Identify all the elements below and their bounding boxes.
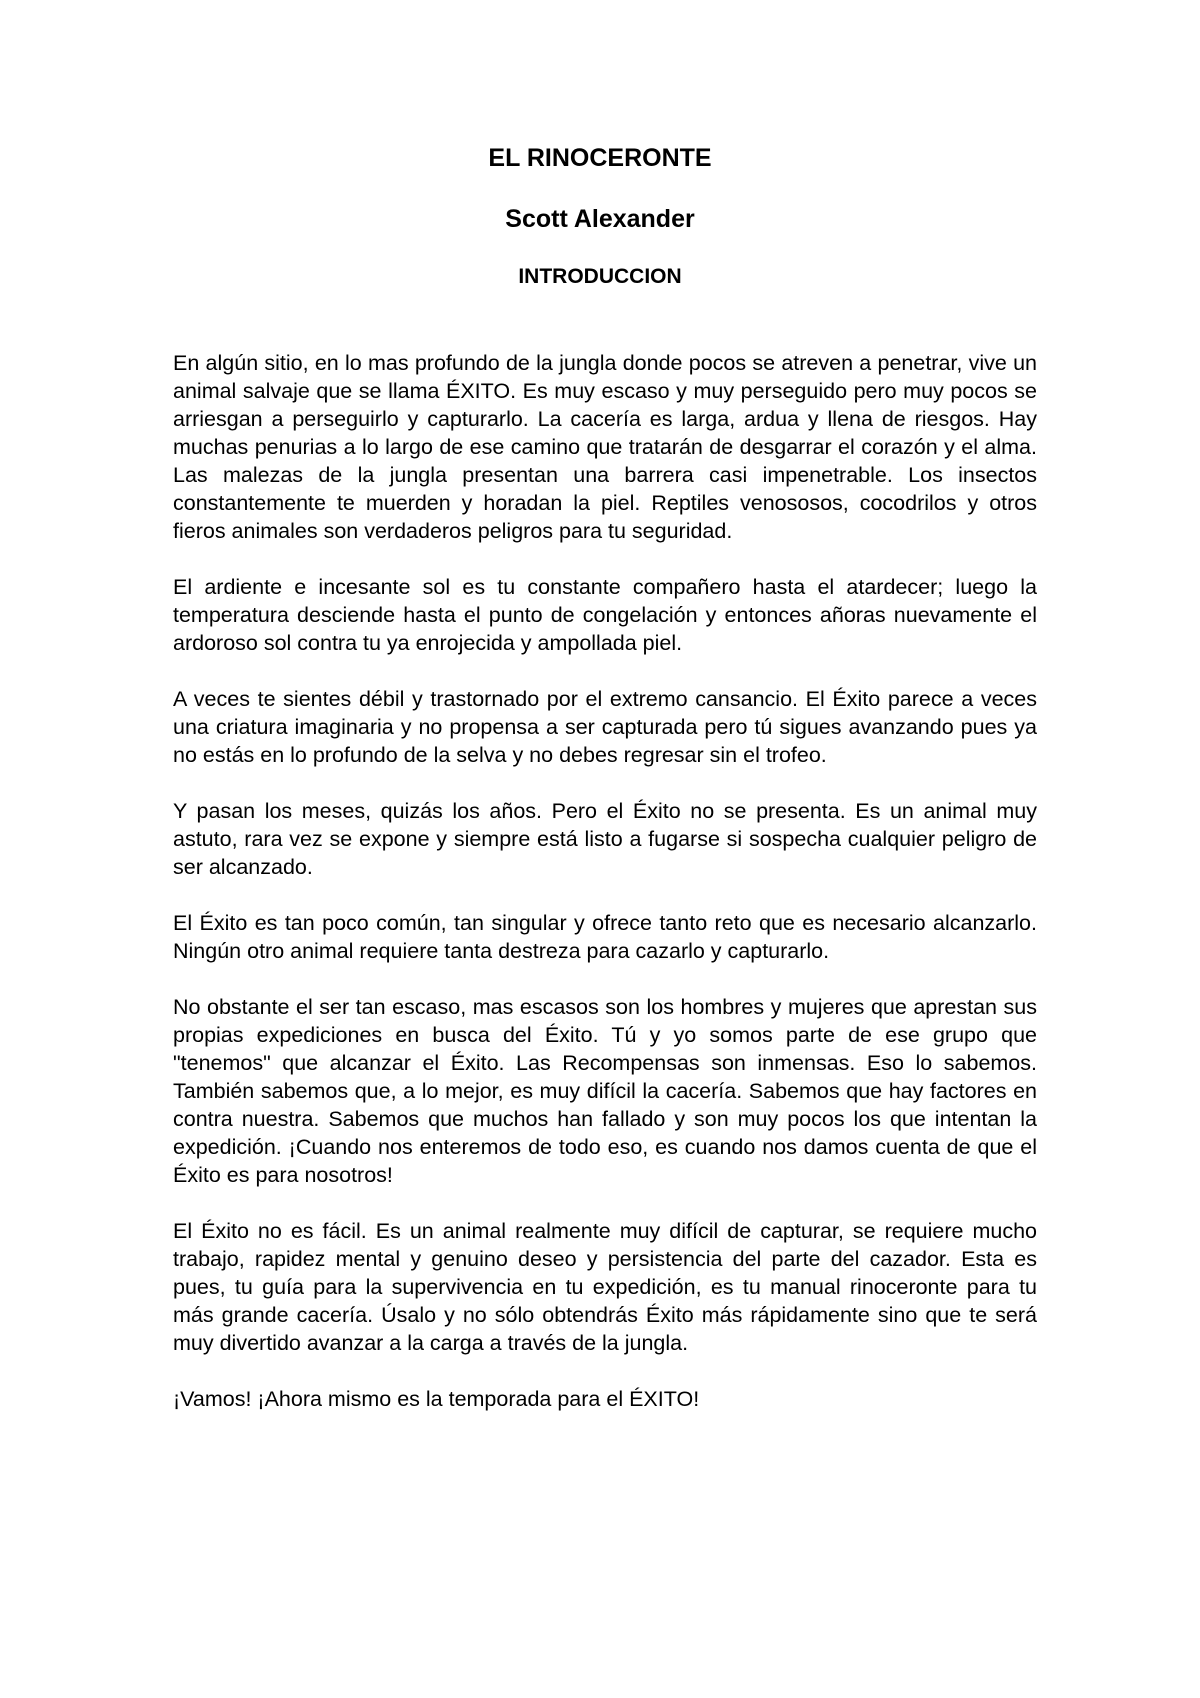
paragraph: En algún sitio, en lo mas profundo de la jungla donde pocos se atreven a penetrar, vive un animal salvaje que se llama ÉXITO. Es muy escaso y muy perseguido pero muy pocos se arriesgan a perseguirlo y capturarlo. La cacería es larga, ardua y llena de riesgos. Hay muchas penurias a lo largo de ese camino que tratarán de desgarrar el corazón y el alma. Las malezas de la jungla presentan una barrera casi impenetrable. Los insectos constantemente te muerden y horadan la piel. Reptiles venososos, cocodrilos y otros fieros animales son verdaderos peligros para tu seguridad.	[173, 351, 1037, 543]
document-author: Scott Alexander	[505, 205, 695, 233]
paragraph: No obstante el ser tan escaso, mas escasos son los hombres y mujeres que aprestan sus propias expediciones en busca del Éxito. Tú y yo somos parte de ese grupo que "tenemos" que alcanzar el Éxito. Las Recompensas son inmensas. Eso lo sabemos. También sabemos que, a lo mejor, es muy difícil la cacería. Sabemos que hay factores en contra nuestra. Sabemos que muchos han fallado y son muy pocos los que intentan la expedición. ¡Cuando nos enteremos de todo eso, es cuando nos damos cuenta de que el Éxito es para nosotros!	[173, 995, 1037, 1187]
document-body	[173, 349, 1037, 1441]
document-title: EL RINOCERONTE	[488, 144, 712, 172]
paragraph: El Éxito es tan poco común, tan singular y ofrece tanto reto que es necesario alcanzarlo. Ningún otro animal requiere tanta destreza para cazarlo y capturarlo.	[173, 911, 1037, 963]
paragraph: El Éxito no es fácil. Es un animal realmente muy difícil de capturar, se requiere mucho trabajo, rapidez mental y genuino deseo y persistencia del parte del cazador. Esta es pues, tu guía para la supervivencia en tu expedición, es tu manual rinoceronte para tu más grande cacería. Úsalo y no sólo obtendrás Éxito más rápidamente sino que te será muy divertido avanzar a la carga a través de la jungla.	[173, 1219, 1037, 1355]
paragraph: El ardiente e incesante sol es tu constante compañero hasta el atardecer; luego la temperatura desciende hasta el punto de congelación y entonces añoras nuevamente el ardoroso sol contra tu ya enrojecida y ampollada piel.	[173, 575, 1037, 655]
paragraph: A veces te sientes débil y trastornado por el extremo cansancio. El Éxito parece a veces una criatura imaginaria y no propensa a ser capturada pero tú sigues avanzando pues ya no estás en lo profundo de la selva y no debes regresar sin el trofeo.	[173, 687, 1037, 767]
section-heading: INTRODUCCION	[518, 265, 682, 288]
paragraph: Y pasan los meses, quizás los años. Pero el Éxito no se presenta. Es un animal muy astuto, rara vez se expone y siempre está listo a fugarse si sospecha cualquier peligro de ser alcanzado.	[173, 799, 1037, 879]
closing-line: ¡Vamos! ¡Ahora mismo es la temporada para el ÉXITO!	[173, 1387, 700, 1411]
